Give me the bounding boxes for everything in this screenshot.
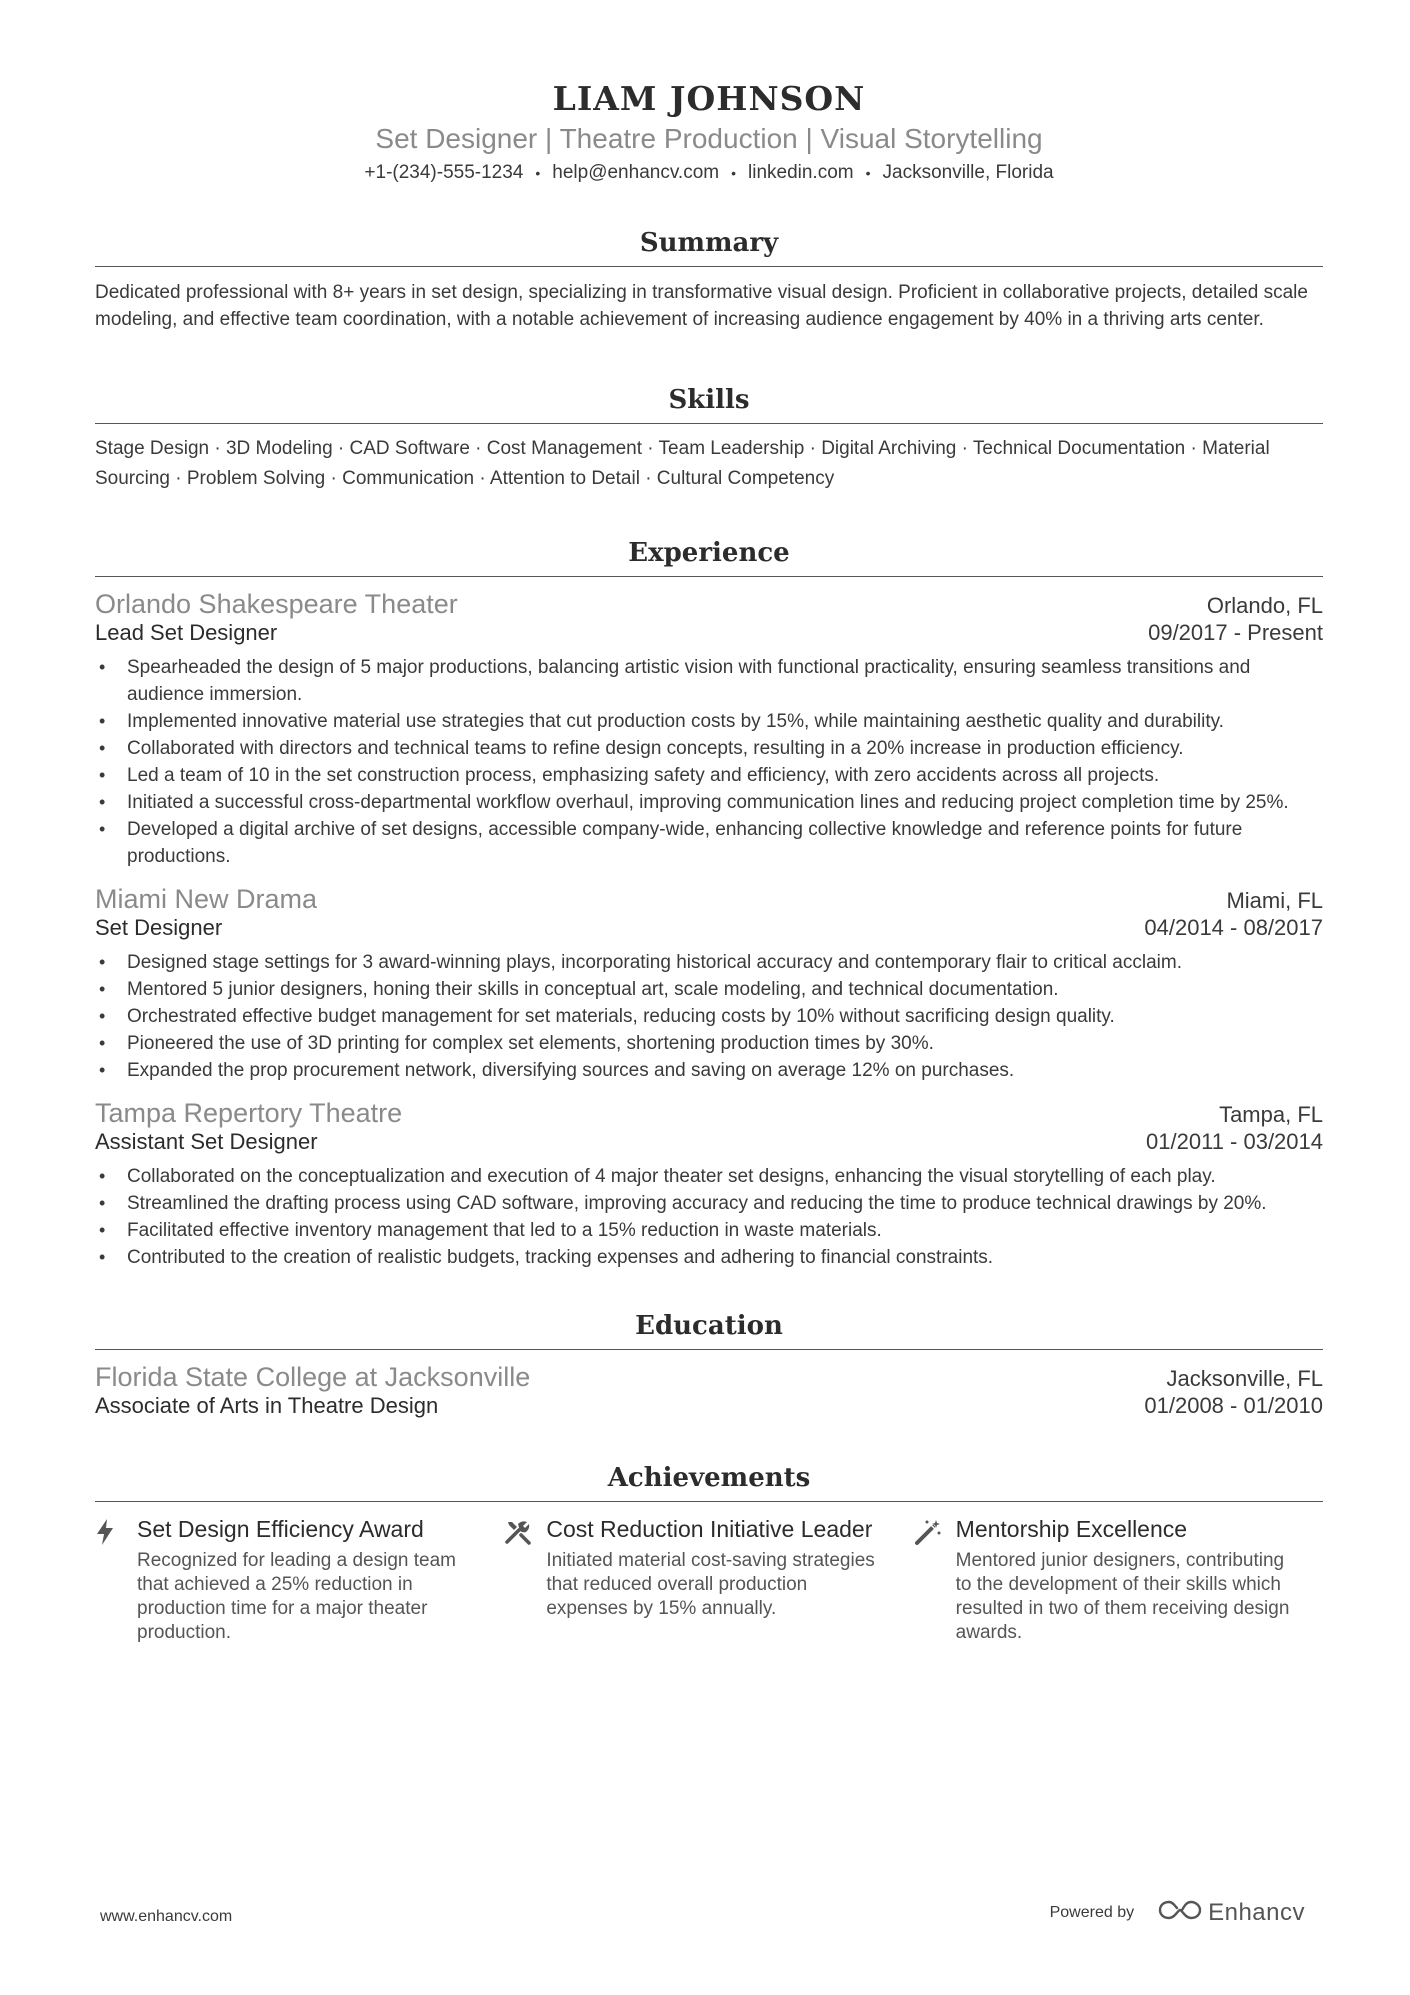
achievement-item xyxy=(914,1514,1323,1645)
experience-section xyxy=(95,538,1323,1271)
job-company: Orlando Shakespeare Theater xyxy=(95,588,458,619)
job-bullet: • Orchestrated effective budget management for set materials, reducing costs by 10% without sacrificing design quality. xyxy=(95,1003,1323,1030)
job-bullet: • Collaborated with directors and technical teams to refine design concepts, resulting in a 20% increase in production efficiency. xyxy=(95,735,1323,762)
job-dates: 04/2014 - 08/2017 xyxy=(1144,914,1323,940)
achievement-description: Initiated material cost-saving strategies that reduced overall production expenses by 15% annually. xyxy=(546,1549,875,1619)
education-section xyxy=(95,1311,1323,1419)
section-title-experience: Experience xyxy=(95,538,1323,577)
section-title-skills: Skills xyxy=(95,385,1323,424)
achievement-description: Mentored junior designers, contributing to the development of their skills which resulted in two of them receiving design awards. xyxy=(955,1549,1290,1643)
contact-linkedin[interactable]: linkedin.com xyxy=(748,161,854,183)
education-location: Jacksonville, FL xyxy=(1166,1365,1323,1391)
job-bullet: • Expanded the prop procurement network, diversifying sources and saving on average 12% on purchases. xyxy=(95,1057,1323,1084)
job-location: Tampa, FL xyxy=(1219,1101,1323,1127)
job-location: Miami, FL xyxy=(1226,887,1323,913)
job-bullets xyxy=(95,1163,1323,1271)
resume-header xyxy=(95,80,1323,184)
summary-text: Dedicated professional with 8+ years in set design, specializing in transformative visual design. Proficient in collaborative projects, detailed scale modeling, and effective team coordination, with a notable achievement of increasing audience engagement by 40% in a thriving arts center. xyxy=(95,281,1308,330)
magic-wand-icon xyxy=(914,1514,956,1645)
job-bullet: • Streamlined the drafting process using CAD software, improving accuracy and reducing the time to produce technical drawings by 20%. xyxy=(95,1190,1323,1217)
summary-section xyxy=(95,228,1323,333)
job-dates: 09/2017 - Present xyxy=(1148,619,1323,645)
education-dates: 01/2008 - 01/2010 xyxy=(1144,1392,1323,1418)
achievement-title: Cost Reduction Initiative Leader xyxy=(546,1515,873,1542)
education-school: Florida State College at Jacksonville xyxy=(95,1361,531,1392)
job-entry xyxy=(95,589,1323,870)
achievement-item xyxy=(504,1514,913,1645)
job-bullet: • Designed stage settings for 3 award-winning plays, incorporating historical accuracy and contemporary flair to critical acclaim. xyxy=(95,949,1323,976)
job-entry xyxy=(95,1098,1323,1271)
job-bullet: • Implemented innovative material use strategies that cut production costs by 15%, while maintaining aesthetic quality and durability. xyxy=(95,708,1323,735)
contact-separator: • xyxy=(535,164,541,181)
job-role: Lead Set Designer xyxy=(95,619,278,645)
achievement-title: Set Design Efficiency Award xyxy=(137,1515,424,1542)
skills-list: Stage Design · 3D Modeling · CAD Software · Cost Management · Team Leadership · Digital Archiving · Technical Documentation · Material Sourcing · Problem Solving · Communication · Attention to Detail · Cultural Competency xyxy=(95,437,1270,489)
education-degree: Associate of Arts in Theatre Design xyxy=(95,1392,439,1418)
achievement-title: Mentorship Excellence xyxy=(955,1515,1188,1542)
job-entry xyxy=(95,884,1323,1084)
powered-by-label: Powered by xyxy=(1049,1903,1135,1921)
section-title-summary: Summary xyxy=(95,228,1323,267)
job-location: Orlando, FL xyxy=(1206,592,1323,618)
contact-separator: • xyxy=(865,164,871,181)
education-entry xyxy=(95,1362,1323,1419)
job-bullet: • Contributed to the creation of realistic budgets, tracking expenses and adhering to financial constraints. xyxy=(95,1244,1323,1271)
contact-email[interactable]: help@enhancv.com xyxy=(552,161,720,183)
contact-phone[interactable]: +1-(234)-555-1234 xyxy=(364,161,524,183)
job-dates: 01/2011 - 03/2014 xyxy=(1146,1128,1323,1154)
achievements-section xyxy=(95,1463,1323,1645)
job-bullet: • Collaborated on the conceptualization and execution of 4 major theater set designs, enhancing the visual storytelling of each play. xyxy=(95,1163,1323,1190)
job-bullets xyxy=(95,654,1323,870)
section-title-education: Education xyxy=(95,1311,1323,1350)
job-bullets xyxy=(95,949,1323,1084)
contact-line xyxy=(95,162,1323,184)
candidate-name: LIAM JOHNSON xyxy=(552,79,866,118)
footer-branding xyxy=(1050,1898,1305,1927)
job-company: Tampa Repertory Theatre xyxy=(95,1097,403,1128)
skills-section xyxy=(95,385,1323,494)
achievements-grid xyxy=(95,1514,1323,1645)
job-bullet: • Mentored 5 junior designers, honing their skills in conceptual art, scale modeling, and technical documentation. xyxy=(95,976,1323,1003)
achievement-description: Recognized for leading a design team that achieved a 25% reduction in production time for a major theater production. xyxy=(137,1549,456,1643)
job-bullet: • Initiated a successful cross-departmental workflow overhaul, improving communication lines and reducing project completion time by 25%. xyxy=(95,789,1323,816)
achievement-item xyxy=(95,1514,504,1645)
footer-website[interactable]: www.enhancv.com xyxy=(100,1908,233,1925)
job-bullet: • Facilitated effective inventory management that led to a 15% reduction in waste materials. xyxy=(95,1217,1323,1244)
infinity-logo-icon xyxy=(1158,1898,1202,1927)
section-title-achievements: Achievements xyxy=(95,1463,1323,1502)
resume-page xyxy=(95,80,1323,1645)
job-role: Assistant Set Designer xyxy=(95,1128,318,1154)
contact-location: Jacksonville, Florida xyxy=(882,161,1054,183)
brand-logo[interactable] xyxy=(1158,1898,1305,1927)
job-bullet: • Led a team of 10 in the set construction process, emphasizing safety and efficiency, with zero accidents across all projects. xyxy=(95,762,1323,789)
contact-separator: • xyxy=(731,164,736,181)
job-bullet: • Pioneered the use of 3D printing for complex set elements, shortening production times by 30%. xyxy=(95,1030,1323,1057)
job-role: Set Designer xyxy=(95,914,223,940)
job-bullet: • Developed a digital archive of set designs, accessible company-wide, enhancing collective knowledge and reference points for future productions. xyxy=(95,816,1323,870)
lightning-icon xyxy=(95,1514,137,1645)
tools-icon xyxy=(504,1514,546,1645)
brand-name: Enhancv xyxy=(1208,1898,1305,1926)
candidate-tagline: Set Designer | Theatre Production | Visual Storytelling xyxy=(375,122,1043,154)
job-company: Miami New Drama xyxy=(95,883,318,914)
job-bullet: • Spearheaded the design of 5 major productions, balancing artistic vision with functional practicality, ensuring seamless transitions and audience immersion. xyxy=(95,654,1323,708)
